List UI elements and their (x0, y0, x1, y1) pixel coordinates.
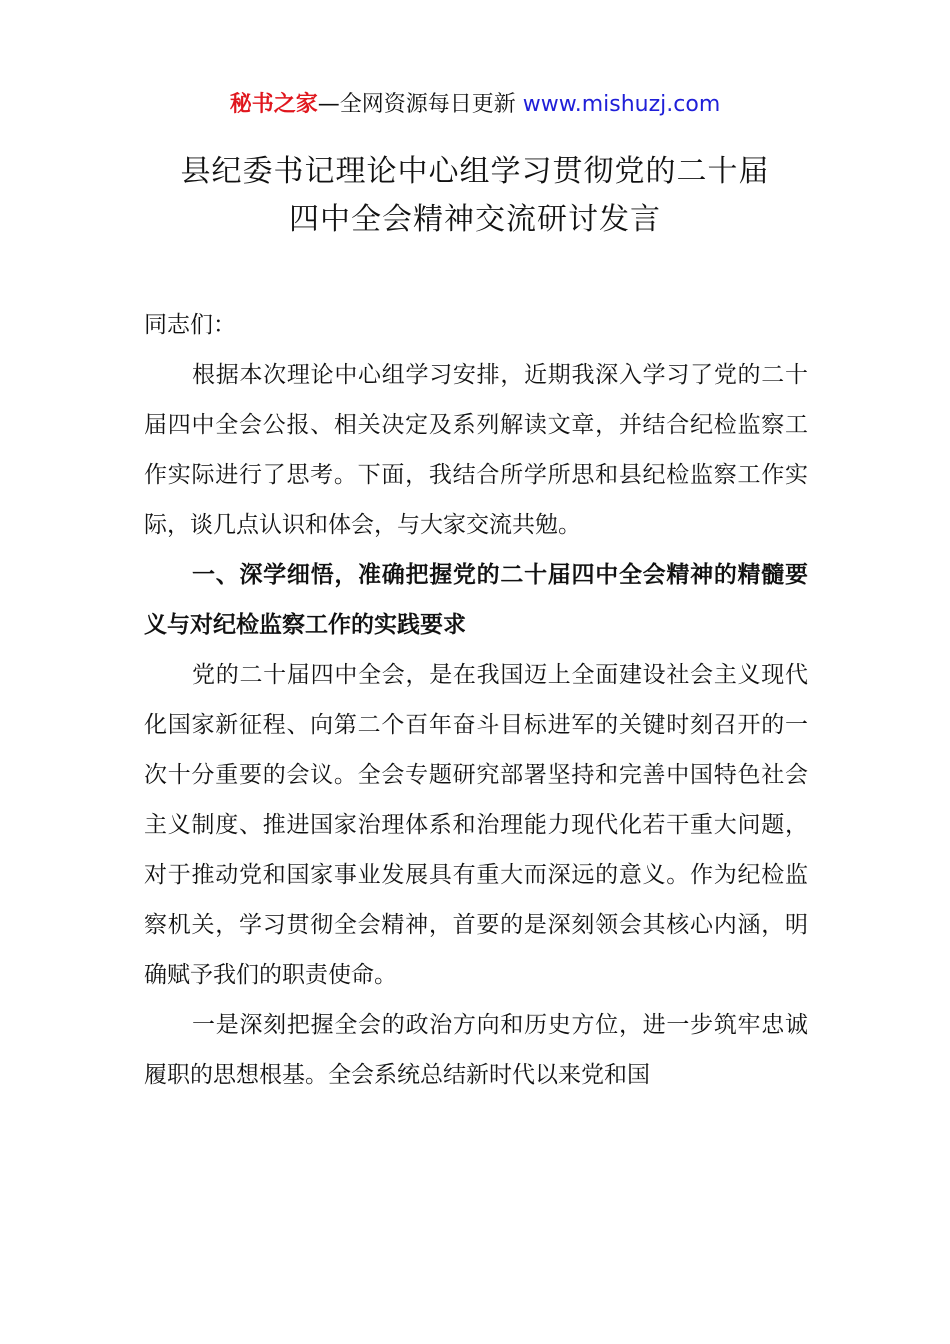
title-line-2: 四中全会精神交流研讨发言 (289, 202, 661, 237)
paragraph-plenum: 党的二十届四中全会，是在我国迈上全面建设社会主义现代化国家新征程、向第二个百年奋斗目标进军的关键时刻召开的一次十分重要的会议。全会专题研究部署坚持和完善中国特色社会主义制度、推进国家治理体系和治理能力现代化若干重大问题，对于推动党和国家事业发展具有重大而深远的意义。作为纪检监察机关，学习贯彻全会精神，首要的是深刻领会其核心内涵，明确赋予我们的职责使命。 (144, 662, 808, 988)
document-body (144, 300, 808, 1100)
title-line-1: 县纪委书记理论中心组学习贯彻党的二十届 (180, 154, 770, 189)
site-banner (0, 88, 950, 122)
banner-tagline: —全网资源每日更新 (317, 92, 516, 117)
banner-brand: 秘书之家 (229, 92, 318, 117)
document-title (0, 148, 950, 244)
salutation: 同志们： (144, 312, 236, 338)
section-heading-1: 一、深学细悟，准确把握党的二十届四中全会精神的精髓要义与对纪检监察工作的实践要求 (144, 562, 808, 638)
banner-url-link[interactable]: www.mishuzj.com (522, 92, 721, 117)
paragraph-intro: 根据本次理论中心组学习安排，近期我深入学习了党的二十届四中全会公报、相关决定及系列解读文章，并结合纪检监察工作实际进行了思考。下面，我结合所学所思和县纪检监察工作实际，谈几点认识和体会，与大家交流共勉。 (144, 362, 808, 538)
paragraph-point-1: 一是深刻把握全会的政治方向和历史方位，进一步筑牢忠诚履职的思想根基。全会系统总结新时代以来党和国 (144, 1012, 808, 1088)
